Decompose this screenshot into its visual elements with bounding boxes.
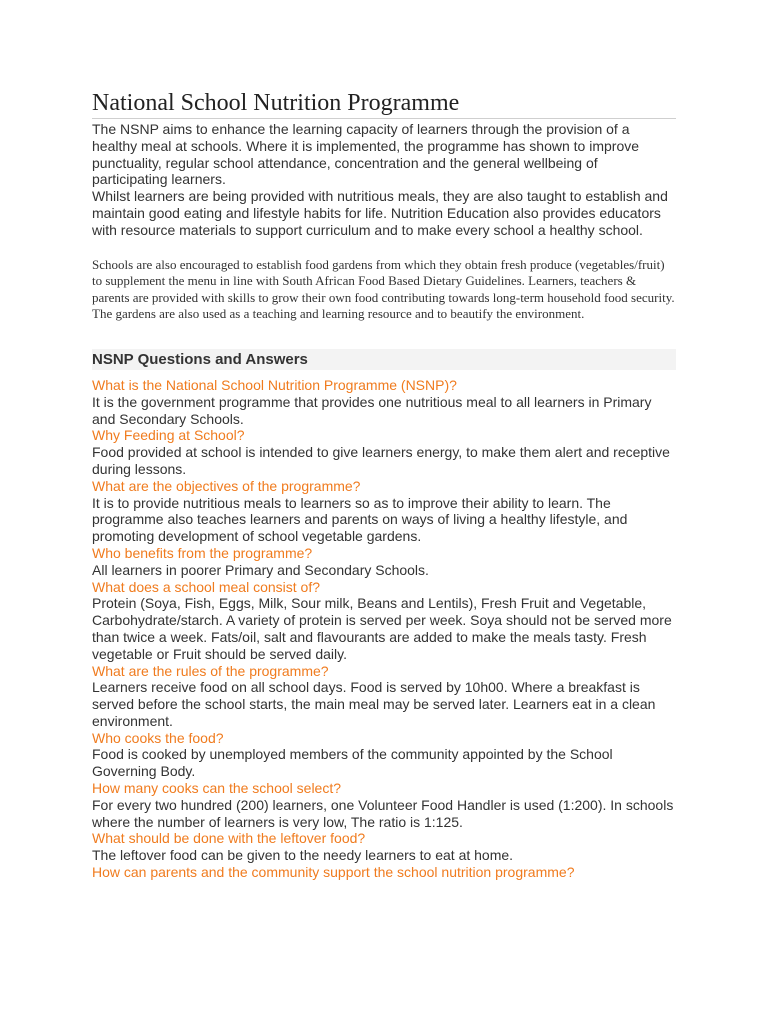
qa-item: [92, 377, 676, 427]
qa-answer: Protein (Soya, Fish, Eggs, Milk, Sour milk, Beans and Lentils), Fresh Fruit and Vegetable, Carbohydrate/starch. A variety of protein is served per week. Soya should not be served more than twice a week. Fats/oil, salt and flavourants are added to make the meals tasty. Fresh vegetable or Fruit should be served daily.: [92, 595, 672, 662]
qa-question: What is the National School Nutrition Programme (NSNP)?: [92, 376, 457, 393]
intro-paragraph: Whilst learners are being provided with nutritious meals, they are also taught to establish and maintain good eating and lifestyle habits for life. Nutrition Education also provides educators with resource materials to support curriculum and to make every school a healthy school.: [92, 188, 668, 238]
document-page: [92, 88, 676, 881]
qa-list: [92, 377, 676, 881]
qa-item: [92, 864, 676, 881]
qa-item: [92, 579, 676, 663]
qa-answer: Food is cooked by unemployed members of the community appointed by the School Governing Body.: [92, 746, 613, 780]
qa-question: What should be done with the leftover food?: [92, 830, 366, 847]
qa-answer: For every two hundred (200) learners, one Volunteer Food Handler is used (1:200). In schools where the number of learners is very low, The ratio is 1:125.: [92, 796, 674, 830]
page-title: National School Nutrition Programme: [92, 88, 676, 119]
qa-answer: It is to provide nutritious meals to learners so as to improve their ability to learn. The programme also teaches learners and parents on ways of living a healthy lifestyle, and promoting development of school vegetable gardens.: [92, 494, 628, 545]
food-gardens-paragraph: Schools are also encouraged to establish food gardens from which they obtain fresh produce (vegetables/fruit) to supplement the menu in line with South African Food Based Dietary Guidelines. Learners, teachers & parents are provided with skills to grow their own food contributing towards long-term household food security. The gardens are also used as a teaching and learning resource and to beautify the environment.: [92, 256, 675, 322]
qa-question: What does a school meal consist of?: [92, 578, 321, 595]
qa-item: [92, 545, 676, 579]
qa-section-heading: NSNP Questions and Answers: [92, 349, 676, 370]
intro-paragraph: The NSNP aims to enhance the learning capacity of learners through the provision of a healthy meal at schools. Where it is implemented, the programme has shown to improve punctuality, regular school attendance, concentration and the general wellbeing of participating learners.: [92, 121, 640, 188]
qa-question: Why Feeding at School?: [92, 427, 245, 444]
qa-item: [92, 830, 676, 864]
qa-question: What are the objectives of the programme?: [92, 477, 361, 494]
qa-question: How many cooks can the school select?: [92, 780, 342, 797]
qa-question: How can parents and the community support the school nutrition programme?: [92, 864, 575, 881]
qa-answer: It is the government programme that provides one nutritious meal to all learners in Primary and Secondary Schools.: [92, 393, 652, 427]
intro-section: [92, 121, 676, 239]
qa-question: Who benefits from the programme?: [92, 544, 313, 561]
qa-answer: The leftover food can be given to the needy learners to eat at home.: [92, 847, 514, 864]
qa-item: [92, 663, 676, 730]
qa-item: [92, 478, 676, 545]
qa-answer: Learners receive food on all school days. Food is served by 10h00. Where a breakfast is served before the school starts, the main meal may be served later. Learners eat in a clean environment.: [92, 679, 656, 729]
qa-answer: All learners in poorer Primary and Secondary Schools.: [92, 561, 429, 578]
qa-question: Who cooks the food?: [92, 729, 224, 746]
qa-item: [92, 730, 676, 780]
qa-item: [92, 780, 676, 830]
qa-question: What are the rules of the programme?: [92, 662, 329, 679]
qa-answer: Food provided at school is intended to give learners energy, to make them alert and receptive during lessons.: [92, 444, 670, 477]
qa-item: [92, 427, 676, 477]
